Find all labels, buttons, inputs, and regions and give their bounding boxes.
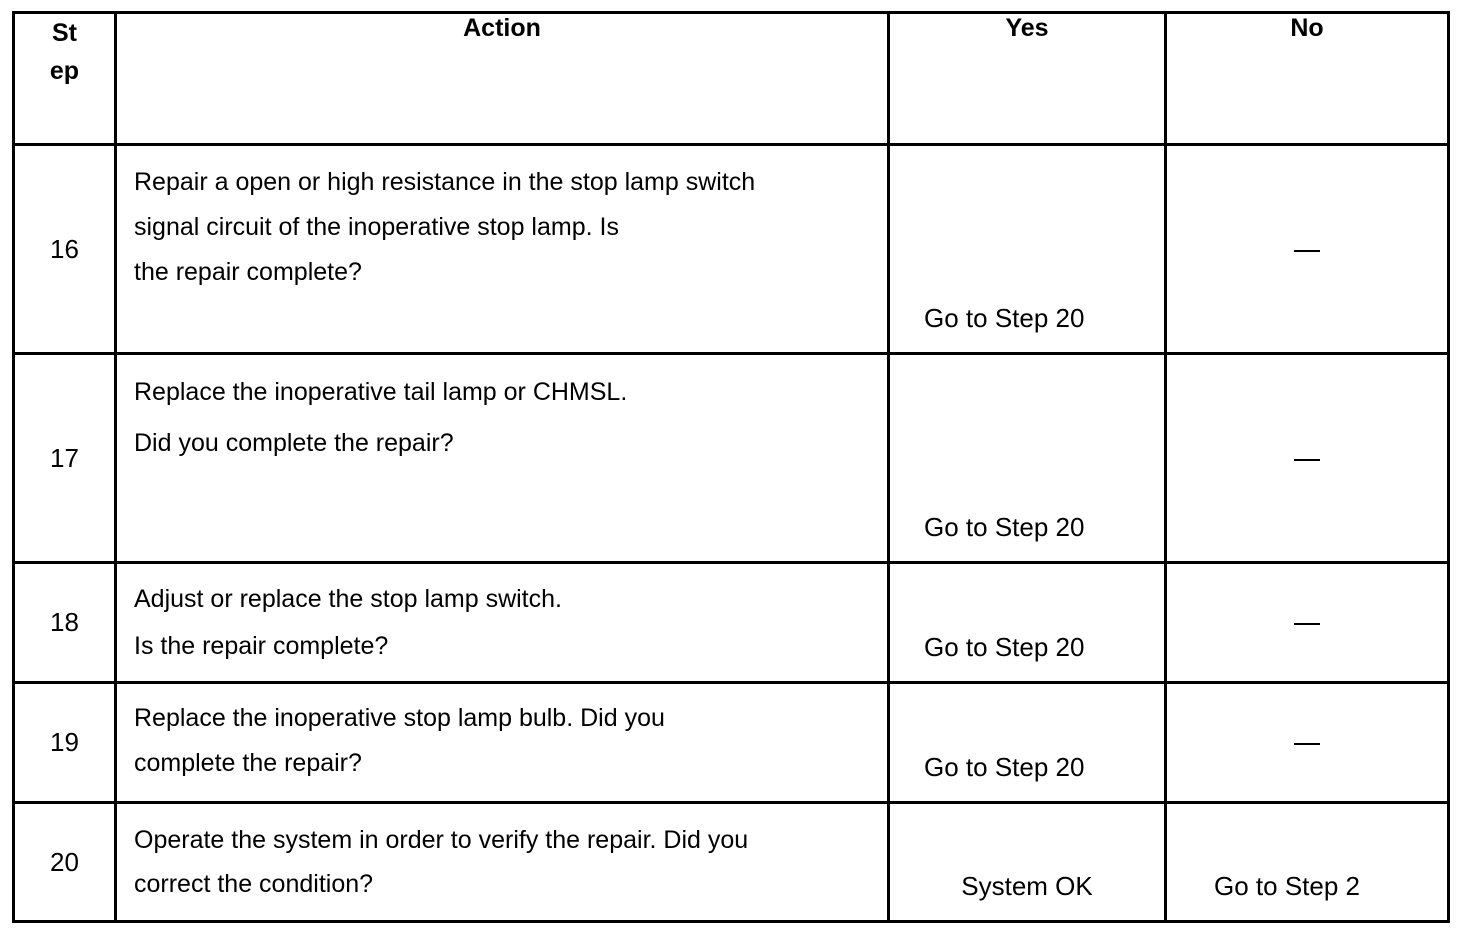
yes-header: Yes <box>889 13 1166 145</box>
yes-result: Go to Step 20 <box>889 683 1166 803</box>
action-line: Operate the system in order to verify the repair. Did you <box>134 826 749 854</box>
action-line: Replace the inoperative stop lamp bulb. Did you <box>134 704 665 732</box>
no-result <box>1166 683 1449 803</box>
no-result <box>1166 354 1449 563</box>
no-result <box>1166 145 1449 354</box>
yes-result: Go to Step 20 <box>889 563 1166 683</box>
yes-result: System OK <box>889 803 1166 922</box>
step-number: 20 <box>14 803 116 922</box>
no-result-dash <box>1294 459 1320 461</box>
diagnostic-table <box>12 11 1450 923</box>
no-result <box>1166 563 1449 683</box>
action-text <box>116 563 889 683</box>
action-line: Adjust or replace the stop lamp switch. <box>134 585 562 613</box>
table-row <box>14 683 1449 803</box>
yes-result: Go to Step 20 <box>889 145 1166 354</box>
action-text <box>116 354 889 563</box>
step-number: 19 <box>14 683 116 803</box>
no-result-dash <box>1294 623 1320 625</box>
action-line: Replace the inoperative tail lamp or CHMSL. <box>134 378 628 406</box>
action-line: signal circuit of the inoperative stop lamp. Is <box>134 213 619 241</box>
table-row <box>14 563 1449 683</box>
action-line: correct the condition? <box>134 870 374 898</box>
no-result: Go to Step 2 <box>1166 803 1449 922</box>
action-header: Action <box>116 13 889 145</box>
yes-result: Go to Step 20 <box>889 354 1166 563</box>
action-line: complete the repair? <box>134 749 362 777</box>
no-header: No <box>1166 13 1449 145</box>
action-text <box>116 803 889 922</box>
step-header <box>14 13 116 145</box>
action-text <box>116 145 889 354</box>
table-row <box>14 803 1449 922</box>
step-number: 16 <box>14 145 116 354</box>
table-row <box>14 145 1449 354</box>
step-header-line2: ep <box>49 57 80 85</box>
action-line: Is the repair complete? <box>134 632 389 660</box>
no-result-dash <box>1294 743 1320 745</box>
action-line: Did you complete the repair? <box>134 429 454 457</box>
step-header-line1: St <box>52 19 77 47</box>
action-text <box>116 683 889 803</box>
step-number: 18 <box>14 563 116 683</box>
action-line: Repair a open or high resistance in the stop lamp switch <box>134 168 756 196</box>
no-result-dash <box>1294 250 1320 252</box>
table-row <box>14 354 1449 563</box>
step-number: 17 <box>14 354 116 563</box>
action-line: the repair complete? <box>134 258 362 286</box>
header-row <box>14 13 1449 145</box>
